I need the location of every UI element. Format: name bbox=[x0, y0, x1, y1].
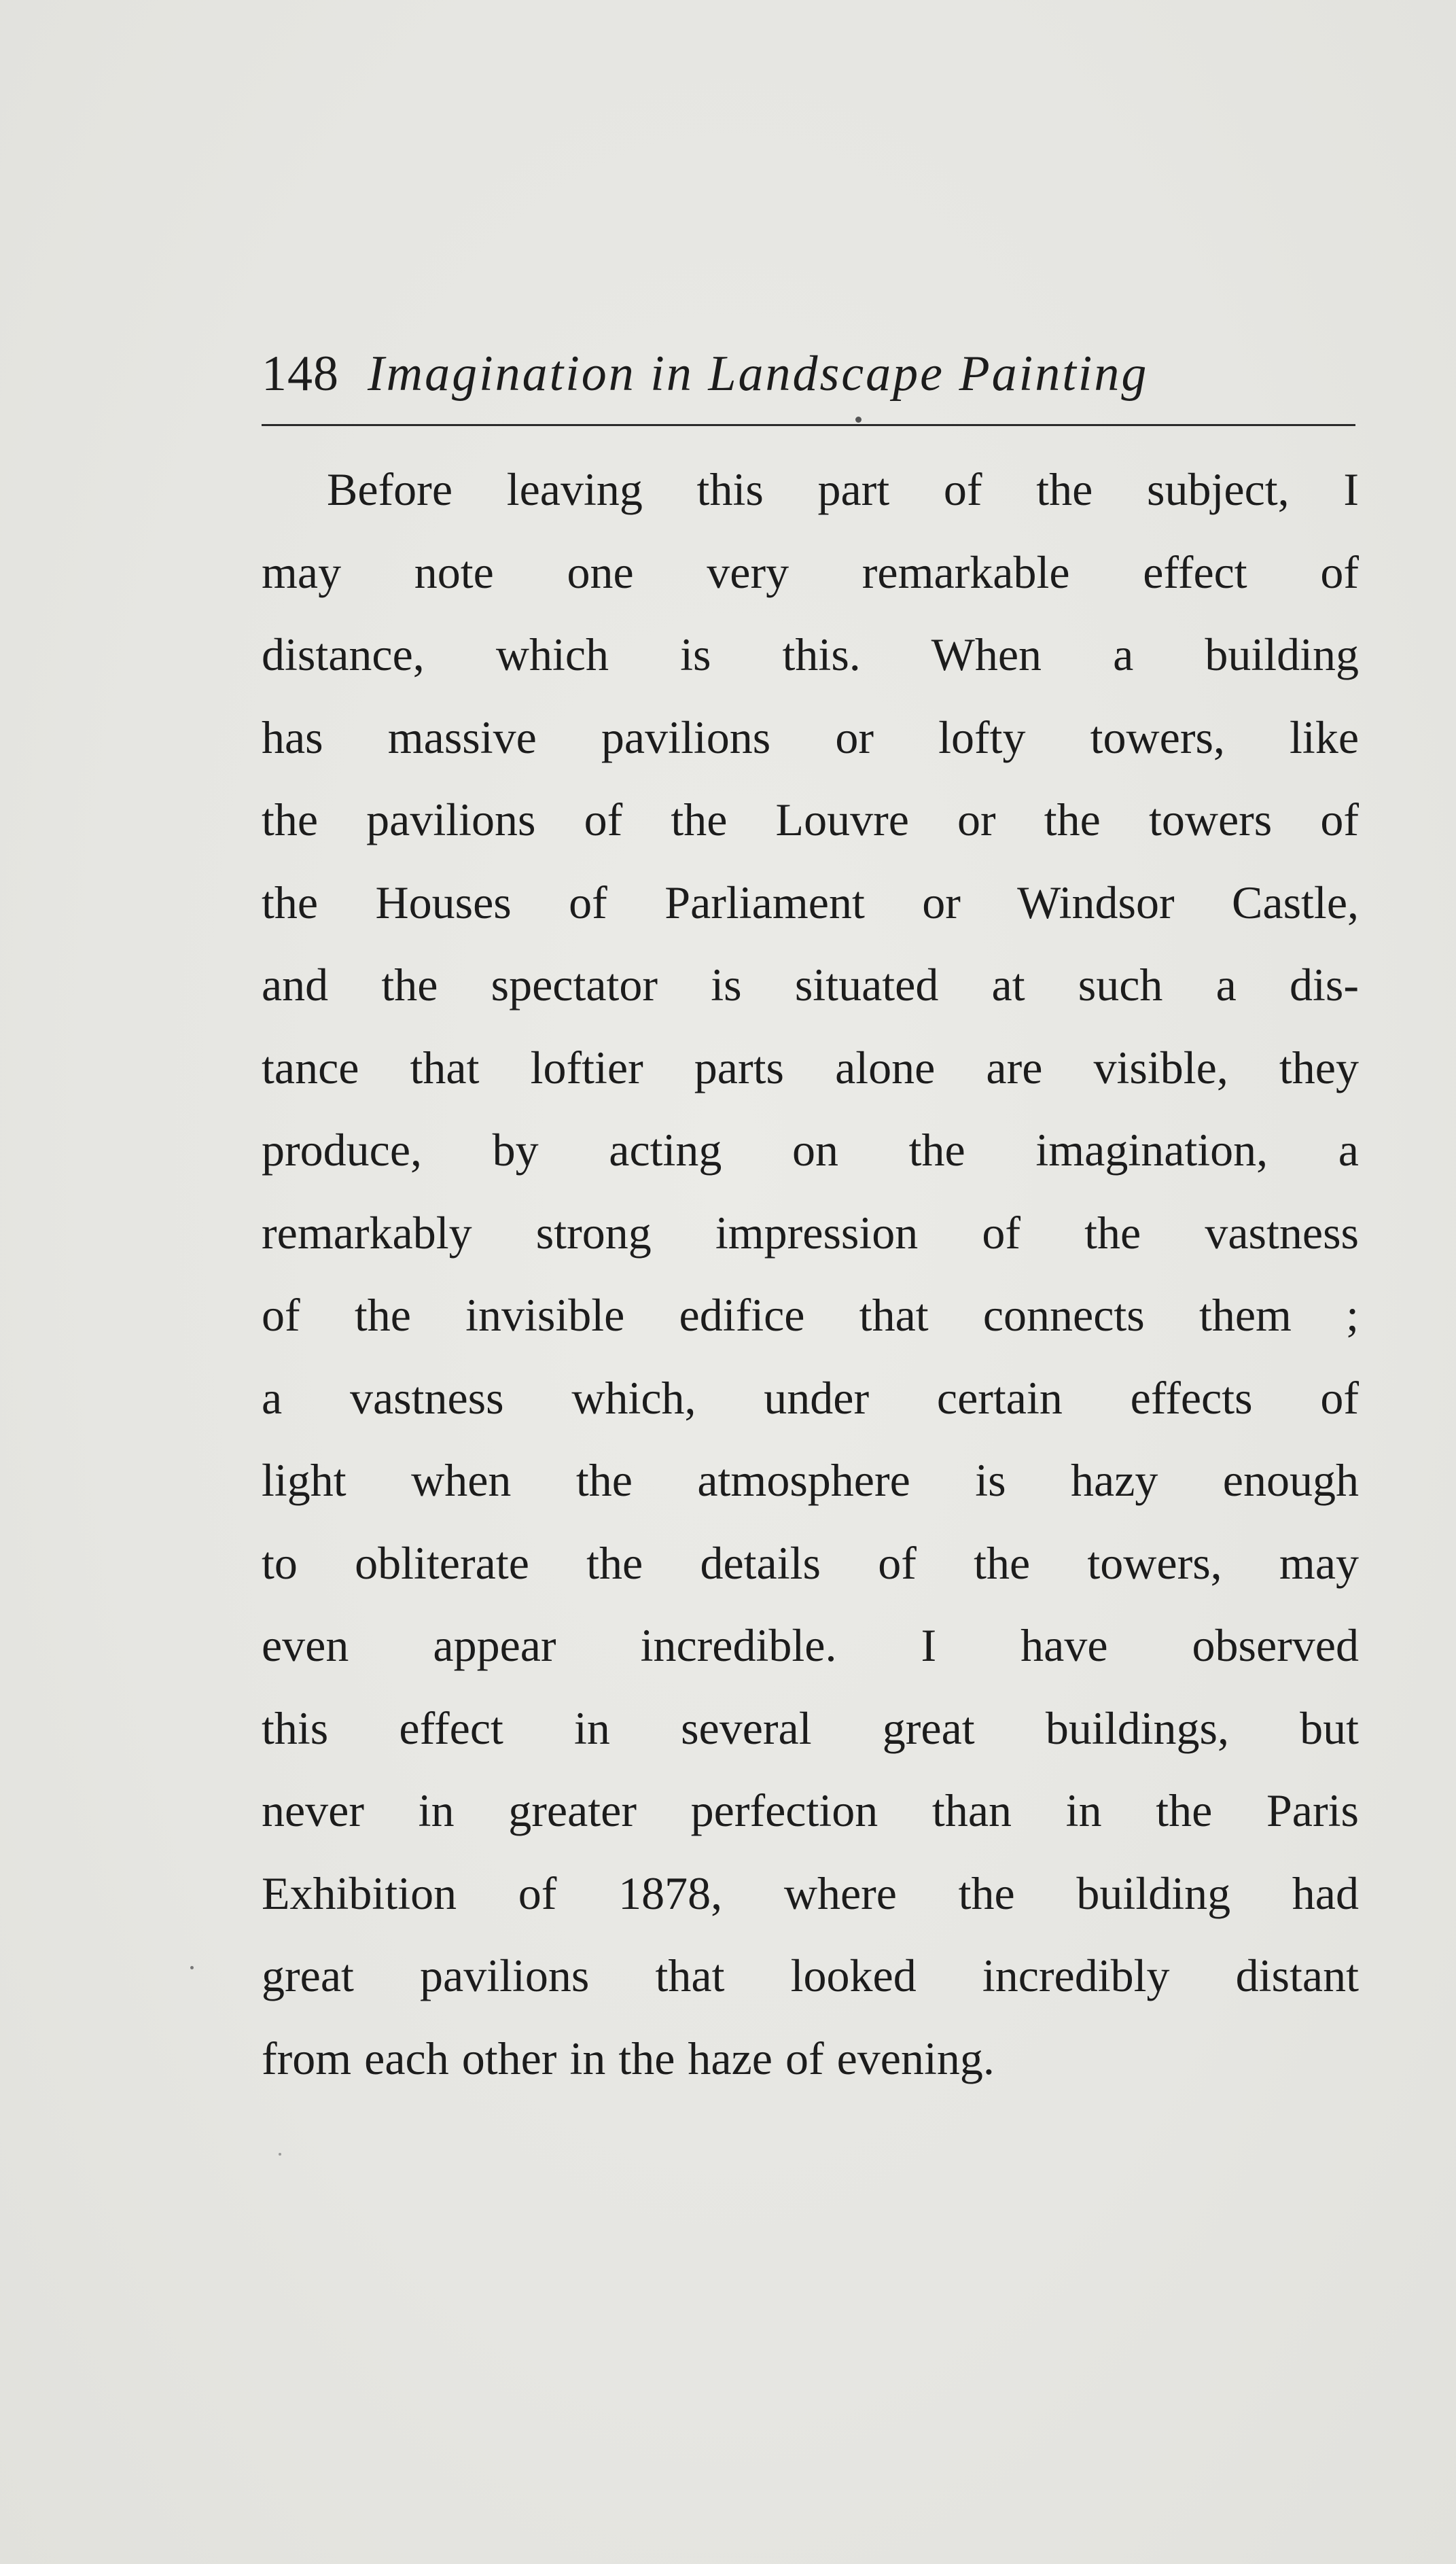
text-line: remarkably strong impression of the vastness bbox=[262, 1206, 1359, 1259]
text-line: of the invisible edifice that connects them ; bbox=[262, 1289, 1359, 1341]
paper-speck bbox=[279, 2153, 281, 2156]
paper-speck bbox=[190, 1966, 194, 1969]
text-line: this effect in several great buildings, but bbox=[262, 1702, 1359, 1754]
text-line: even appear incredible. I have observed bbox=[262, 1619, 1359, 1671]
text-line: tance that loftier parts alone are visible, they bbox=[262, 1041, 1359, 1093]
text-line: light when the atmosphere is hazy enough bbox=[262, 1454, 1359, 1506]
text-line: the Houses of Parliament or Windsor Castle, bbox=[262, 876, 1359, 928]
rule-ornament bbox=[855, 417, 862, 423]
text-line: great pavilions that looked incredibly distant bbox=[262, 1950, 1359, 2001]
body-paragraph bbox=[262, 449, 1359, 2100]
page-number: 148 bbox=[262, 346, 339, 402]
text-line: distance, which is this. When a building bbox=[262, 629, 1359, 680]
text-line: never in greater perfection than in the Paris bbox=[262, 1785, 1359, 1836]
text-line: a vastness which, under certain effects of bbox=[262, 1371, 1359, 1424]
text-line: Before leaving this part of the subject, I bbox=[327, 463, 1359, 515]
running-title: Imagination in Landscape Painting bbox=[368, 346, 1149, 402]
text-line: Exhibition of 1878, where the building had bbox=[262, 1867, 1359, 1919]
text-line: to obliterate the details of the towers, may bbox=[262, 1536, 1359, 1589]
text-line: has massive pavilions or lofty towers, like bbox=[262, 711, 1359, 763]
text-line: from each other in the haze of evening. bbox=[262, 2032, 995, 2084]
running-head bbox=[262, 340, 1355, 408]
text-line: the pavilions of the Louvre or the towers of bbox=[262, 794, 1359, 845]
text-line: and the spectator is situated at such a dis- bbox=[262, 959, 1359, 1011]
header-rule bbox=[262, 424, 1355, 426]
text-line: may note one very remarkable effect of bbox=[262, 546, 1359, 598]
text-line: produce, by acting on the imagination, a bbox=[262, 1124, 1359, 1176]
